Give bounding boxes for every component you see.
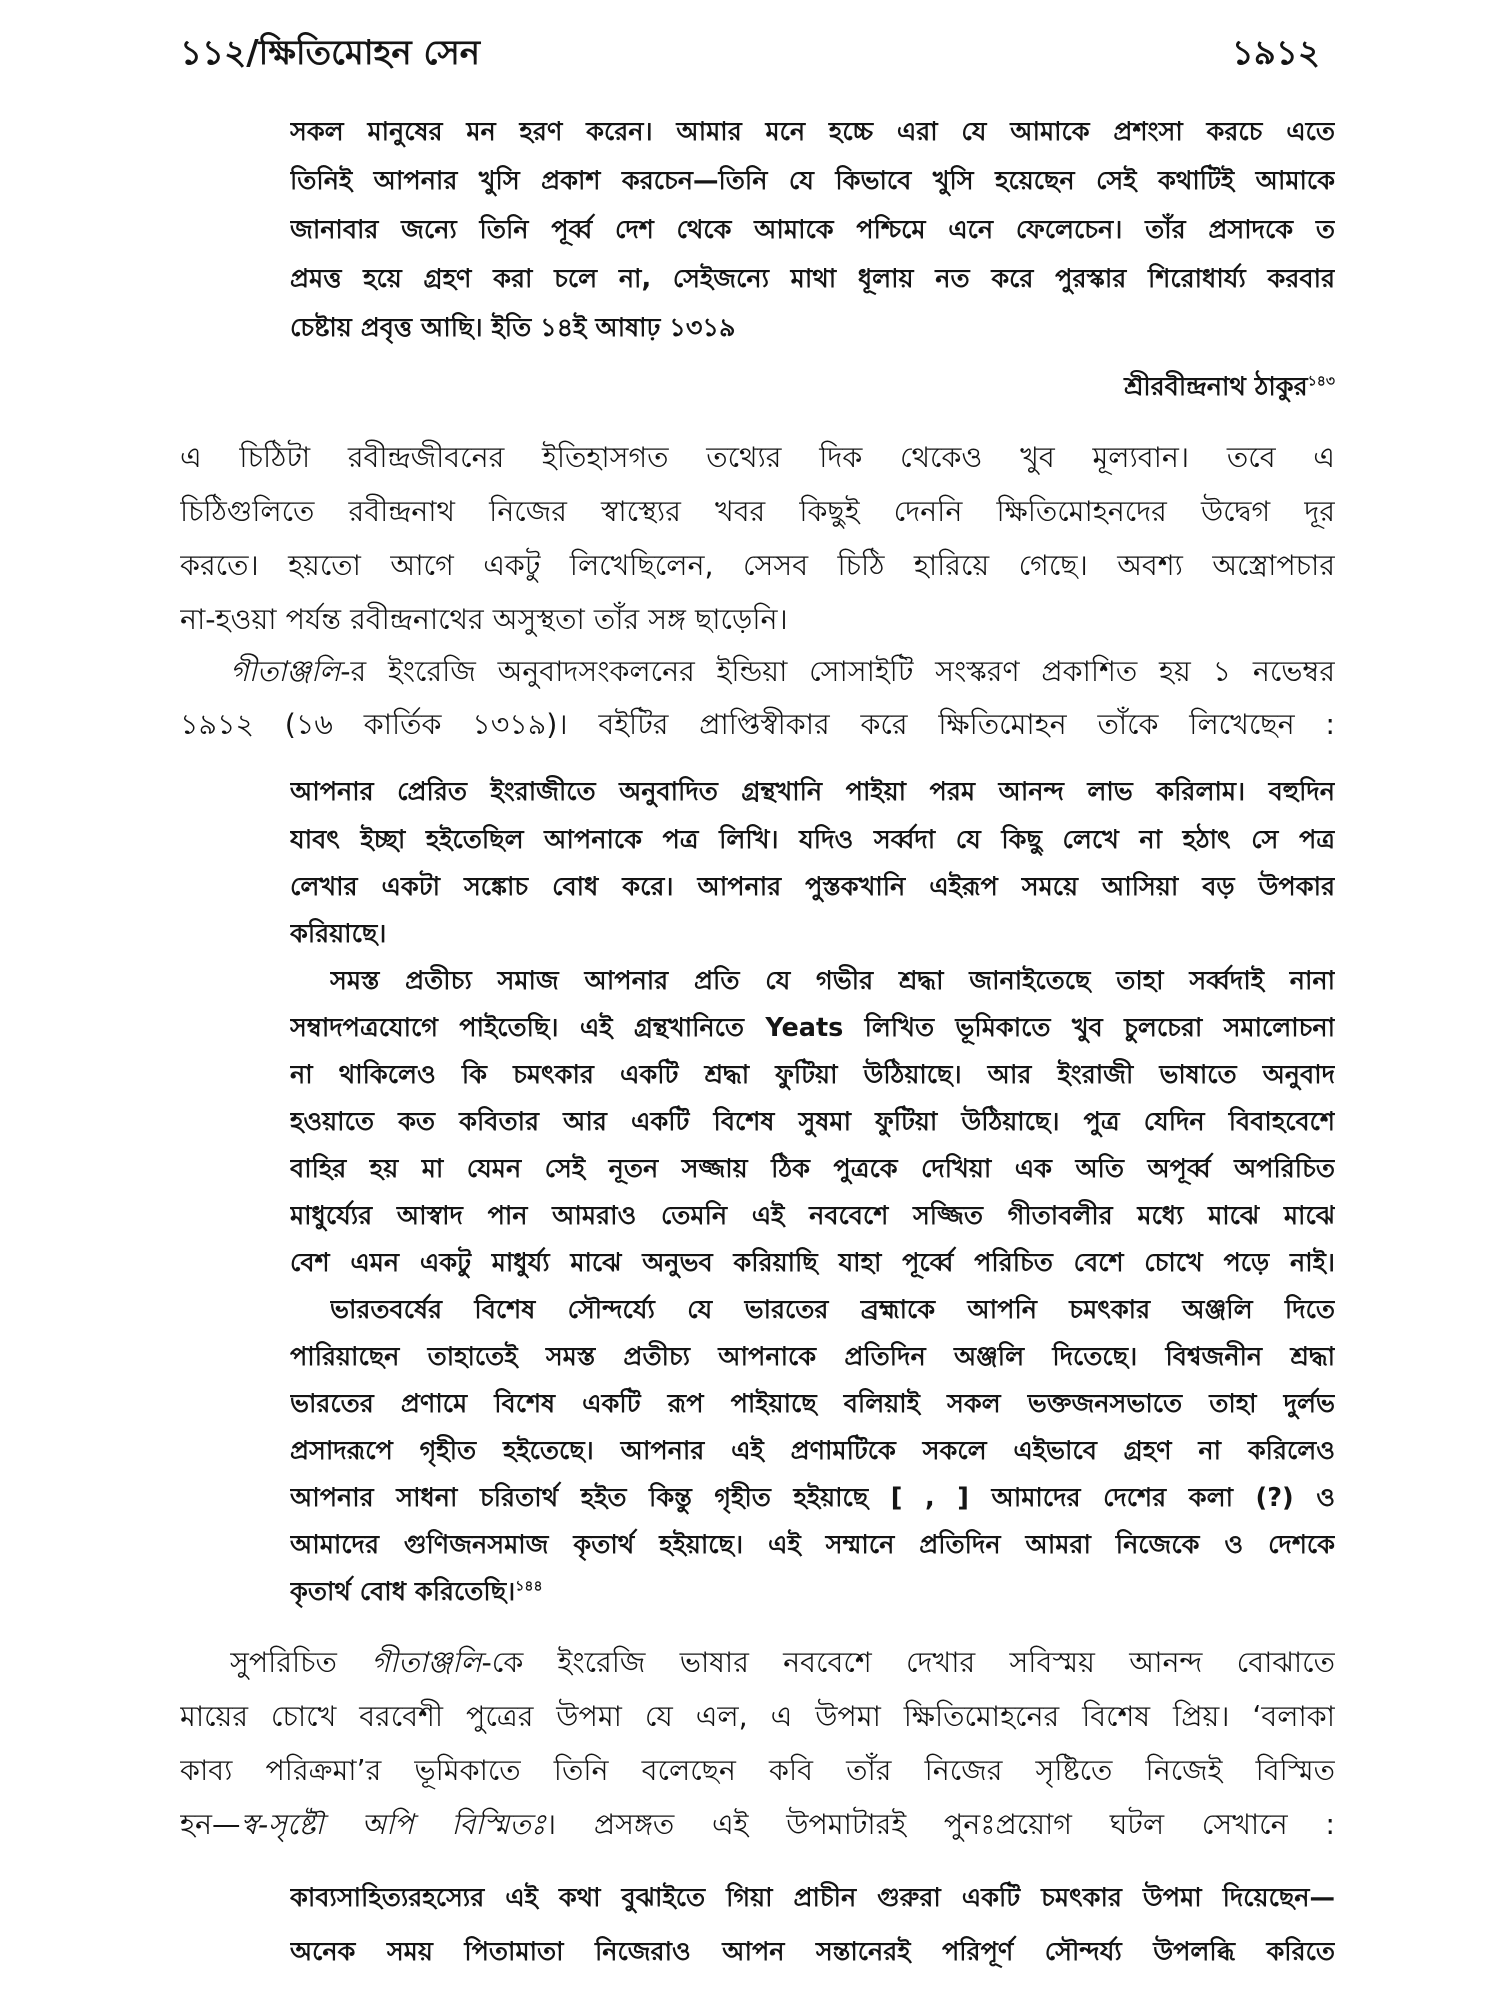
footnote-ref: ১৪৩ <box>1307 373 1335 390</box>
quote2-line: না থাকিলেও কি চমৎকার একটি শ্রদ্ধা ফুটিয়া উঠিয়াছে। আর ইংরাজী ভাষাতে অনুবাদ <box>290 1060 1335 1090</box>
quote2-line: বেশ এমন একটু মাধুর্য্য মাঝে অনুভব করিয়াছি যাহা পূর্ব্বে পরিচিত বেশে চোখে পড়ে নাই। <box>290 1248 1335 1278</box>
quote2-line: আমাদের গুণিজনসমাজ কৃতার্থ হইয়াছে। এই সম্মানে প্রতিদিন আমরা নিজেকে ও দেশকে <box>290 1530 1335 1560</box>
quote3-line: কাব্যসাহিত্যরহস্যের এই কথা বুঝাইতে গিয়া প্রাচীন গুরুরা একটি চমৎকার উপমা দিয়েছেন— <box>290 1883 1335 1913</box>
quote2-line: পারিয়াছেন তাহাতেই সমস্ত প্রতীচ্য আপনাকে প্রতিদিন অঞ্জলি দিতেছে। বিশ্বজনীন শ্রদ্ধা <box>290 1342 1335 1372</box>
quote2-line: মাধুর্য্যের আস্বাদ পান আমরাও তেমনি এই নববেশে সজ্জিত গীতাবলীর মধ্যে মাঝে মাঝে <box>290 1201 1335 1231</box>
para2-line <box>230 650 1335 694</box>
para1-line: করতে। হয়তো আগে একটু লিখেছিলেন, সেসব চিঠি হারিয়ে গেছে। অবশ্য অস্ত্রোপচার <box>180 549 1335 582</box>
quote2-line: ভারতের প্রণামে বিশেষ একটি রূপ পাইয়াছে বলিয়াই সকল ভক্তজনসভাতে তাহা দুর্লভ <box>290 1389 1335 1419</box>
para3-line <box>230 1641 1335 1685</box>
sanskrit-quote: স্ব-সৃষ্টৌ অপি বিস্মিতঃ <box>240 1808 546 1841</box>
quote1-line: প্রমত্ত হয়ে গ্রহণ করা চলে না, সেইজন্যে মাথা ধূলায় নত করে পুরস্কার শিরোধার্য্য করবার <box>290 264 1335 294</box>
book-title: গীতাঞ্জলি <box>371 1646 482 1679</box>
quote2-line <box>290 1572 1335 1612</box>
signature-name: শ্রীরবীন্দ্রনাথ ঠাকুর <box>1124 372 1308 402</box>
quote1-line: চেষ্টায় প্রবৃত্ত আছি। ইতি ১৪ই আষাঢ় ১৩১৯ <box>290 313 736 343</box>
para2-line: ১৯১২ (১৬ কার্তিক ১৩১৯)। বইটির প্রাপ্তিস্বীকার করে ক্ষিতিমোহন তাঁকে লিখেছেন : <box>180 708 1335 741</box>
para3-line <box>180 1803 1335 1847</box>
quote2-line: সমস্ত প্রতীচ্য সমাজ আপনার প্রতি যে গভীর শ্রদ্ধা জানাইতেছে তাহা সর্ব্বদাই নানা <box>330 966 1335 996</box>
quote2-line: সম্বাদপত্রযোগে পাইতেছি। এই গ্রন্থখানিতে Yeats লিখিত ভূমিকাতে খুব চুলচেরা সমালোচনা <box>290 1013 1335 1043</box>
para3-text: -কে ইংরেজি ভাষার নববেশে দেখার সবিস্ময় আনন্দ বোঝাতে <box>481 1646 1335 1679</box>
para3-text: । প্রসঙ্গত এই উপমাটারই পুনঃপ্রয়োগ ঘটল সেখানে : <box>545 1808 1335 1841</box>
quote2-line: করিয়াছে। <box>290 919 387 949</box>
quote1-line: জানাবার জন্যে তিনি পূর্ব্ব দেশ থেকে আমাকে পশ্চিমে এনে ফেলেচেন। তাঁর প্রসাদকে ত <box>290 215 1335 245</box>
para2-text: -র ইংরেজি অনুবাদসংকলনের ইন্ডিয়া সোসাইটি সংস্করণ প্রকাশিত হয় ১ নভেম্বর <box>340 655 1335 688</box>
page-year: ১৯১২ <box>1231 33 1320 73</box>
para1-line: এ চিঠিটা রবীন্দ্রজীবনের ইতিহাসগত তথ্যের দিক থেকেও খুব মূল্যবান। তবে এ <box>180 441 1335 474</box>
quote3-line: অনেক সময় পিতামাতা নিজেরাও আপন সন্তানেরই পরিপূর্ণ সৌন্দর্য্য উপলব্ধি করিতে <box>290 1937 1335 1967</box>
quote2-line: যাবৎ ইচ্ছা হইতেছিল আপনাকে পত্র লিখি। যদিও সর্ব্বদা যে কিছু লেখে না হঠাৎ সে পত্র <box>290 825 1335 855</box>
para3-line: মায়ের চোখে বরবেশী পুত্রের উপমা যে এল, এ উপমা ক্ষিতিমোহনের বিশেষ প্রিয়। ‘বলাকা <box>180 1700 1335 1733</box>
signature <box>290 367 1335 407</box>
running-head-left: ১১২/ক্ষিতিমোহন সেন <box>180 33 481 73</box>
para3-text: হন— <box>180 1808 241 1841</box>
para1-line: চিঠিগুলিতে রবীন্দ্রনাথ নিজের স্বাস্থ্যের খবর কিছুই দেননি ক্ষিতিমোহনদের উদ্বেগ দূর <box>180 495 1335 528</box>
para3-text: সুপরিচিত <box>230 1646 372 1679</box>
quote2-line: প্রসাদরূপে গৃহীত হইতেছে। আপনার এই প্রণামটিকে সকলে এইভাবে গ্রহণ না করিলেও <box>290 1436 1335 1466</box>
quote1-line: তিনিই আপনার খুসি প্রকাশ করচেন—তিনি যে কিভাবে খুসি হয়েছেন সেই কথাটিই আমাকে <box>290 166 1335 196</box>
book-title: গীতাঞ্জলি <box>230 655 341 688</box>
quote2-line: আপনার প্রেরিত ইংরাজীতে অনুবাদিত গ্রন্থখানি পাইয়া পরম আনন্দ লাভ করিলাম। বহুদিন <box>290 777 1335 807</box>
footnote-ref: ১৪৪ <box>515 1578 543 1595</box>
quote2-line: লেখার একটা সঙ্কোচ বোধ করে। আপনার পুস্তকখানি এইরূপ সময়ে আসিয়া বড় উপকার <box>290 872 1335 902</box>
quote2-line: বাহির হয় মা যেমন সেই নূতন সজ্জায় ঠিক পুত্রকে দেখিয়া এক অতি অপূর্ব্ব অপরিচিত <box>290 1154 1335 1184</box>
para3-line: কাব্য পরিক্রমা’র ভূমিকাতে তিনি বলেছেন কবি তাঁর নিজের সৃষ্টিতে নিজেই বিস্মিত <box>180 1754 1335 1787</box>
quote2-closing: কৃতার্থ বোধ করিতেছি। <box>290 1577 516 1607</box>
quote2-line: ভারতবর্ষের বিশেষ সৌন্দর্য্যে যে ভারতের ব্রহ্মাকে আপনি চমৎকার অঞ্জলি দিতে <box>330 1295 1335 1325</box>
quote2-line: হওয়াতে কত কবিতার আর একটি বিশেষ সুষমা ফুটিয়া উঠিয়াছে। পুত্র যেদিন বিবাহবেশে <box>290 1107 1335 1137</box>
quote2-line: আপনার সাধনা চরিতার্থ হইত কিন্তু গৃহীত হইয়াছে [ , ] আমাদের দেশের কলা (?) ও <box>290 1483 1335 1513</box>
quote1-line: সকল মানুষের মন হরণ করেন। আমার মনে হচ্চে এরা যে আমাকে প্রশংসা করচে এতে <box>290 117 1335 147</box>
para1-line: না-হওয়া পর্যন্ত রবীন্দ্রনাথের অসুস্থতা তাঁর সঙ্গ ছাড়েনি। <box>180 603 788 636</box>
